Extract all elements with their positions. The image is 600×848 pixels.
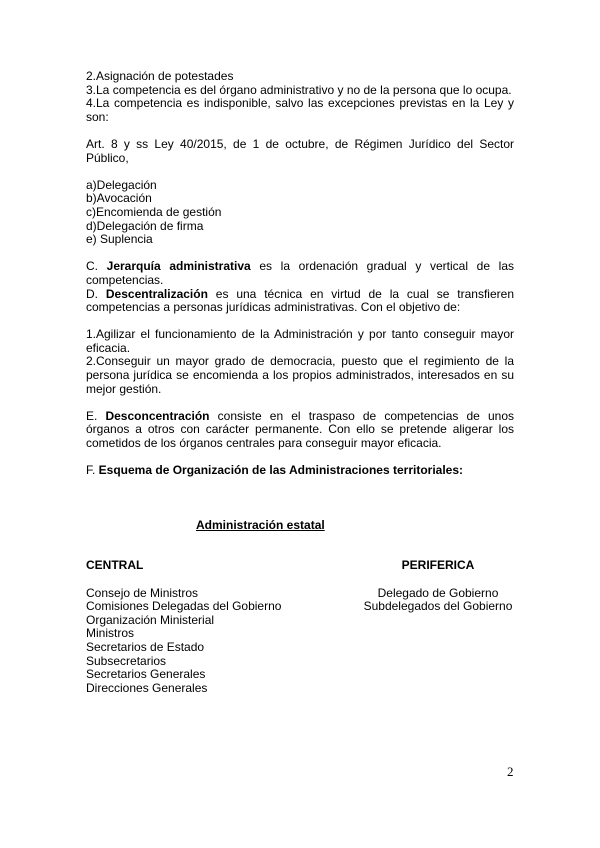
objective-2: 2.Conseguir un mayor grado de democracia, puesto que el regimiento de la persona jurídica se encomienda a los propios administrados, interesados en su mejor gestión. [86, 354, 514, 396]
central-item: Consejo de Ministros [86, 585, 199, 600]
objective-1: 1.Agilizar el funcionamiento de la Administración y por tanto conseguir mayor eficacia. [86, 327, 514, 355]
term-esquema: Esquema de Organización de las Administraciones territoriales: [98, 463, 464, 478]
document-page [86, 70, 514, 719]
list-item: e) Suplencia [86, 232, 153, 247]
term-desconcentracion: Desconcentración [105, 408, 210, 423]
periferica-column [358, 559, 518, 613]
central-heading: CENTRAL [86, 558, 144, 573]
scheme-title: Administración estatal [196, 517, 325, 532]
section-f: F. Esquema de Organización de las Administraciones territoriales: [86, 463, 464, 478]
point-2: 2.Asignación de potestades [86, 69, 234, 83]
point-4: 4.La competencia es indisponible, salvo las excepciones previstas en la Ley y son: [86, 96, 514, 124]
central-item: Secretarios Generales [86, 667, 206, 682]
periferica-heading: PERIFERICA [401, 558, 475, 573]
art-reference: Art. 8 y ss Ley 40/2015, de 1 de octubre, de Régimen Jurídico del Sector Público, [86, 136, 514, 165]
list-item: c)Encomienda de gestión [86, 204, 222, 219]
list-item: a)Delegación [86, 177, 157, 192]
organization-columns [86, 559, 514, 719]
central-item: Secretarios de Estado [86, 639, 205, 654]
central-column [86, 559, 281, 695]
periferica-item: Delegado de Gobierno [377, 585, 499, 600]
periferica-item: Subdelegados del Gobierno [363, 599, 513, 614]
central-item: Organización Ministerial [86, 612, 215, 627]
list-item: d)Delegación de firma [86, 218, 204, 233]
section-d: D. Descentralización es una técnica en virtud de la cual se transfieren competencias a personas jurídicas administrativas. Con el objetivo de: [86, 286, 514, 315]
central-item: Subsecretarios [86, 653, 167, 668]
page-number: 2 [507, 764, 514, 779]
point-3: 3.La competencia es del órgano administrativo y no de la persona que lo ocupa. [86, 82, 512, 97]
delegation-list [86, 179, 514, 247]
section-c: C. Jerarquía administrativa es la ordenación gradual y vertical de las competencias. [86, 259, 514, 287]
section-e: E. Desconcentración consiste en el traspaso de competencias de unos órganos a otros con carácter permanente. Con ello se pretende aligerar los cometidos de los órganos centrales para conseguir mayor eficacia. [86, 408, 514, 451]
central-item: Direcciones Generales [86, 680, 208, 695]
central-item: Ministros [86, 626, 135, 641]
central-item: Comisiones Delegadas del Gobierno [86, 599, 282, 614]
term-descentralizacion: Descentralización [105, 286, 208, 301]
list-item: b)Avocación [86, 191, 152, 206]
term-jerarquia: Jerarquía administrativa [106, 259, 251, 274]
